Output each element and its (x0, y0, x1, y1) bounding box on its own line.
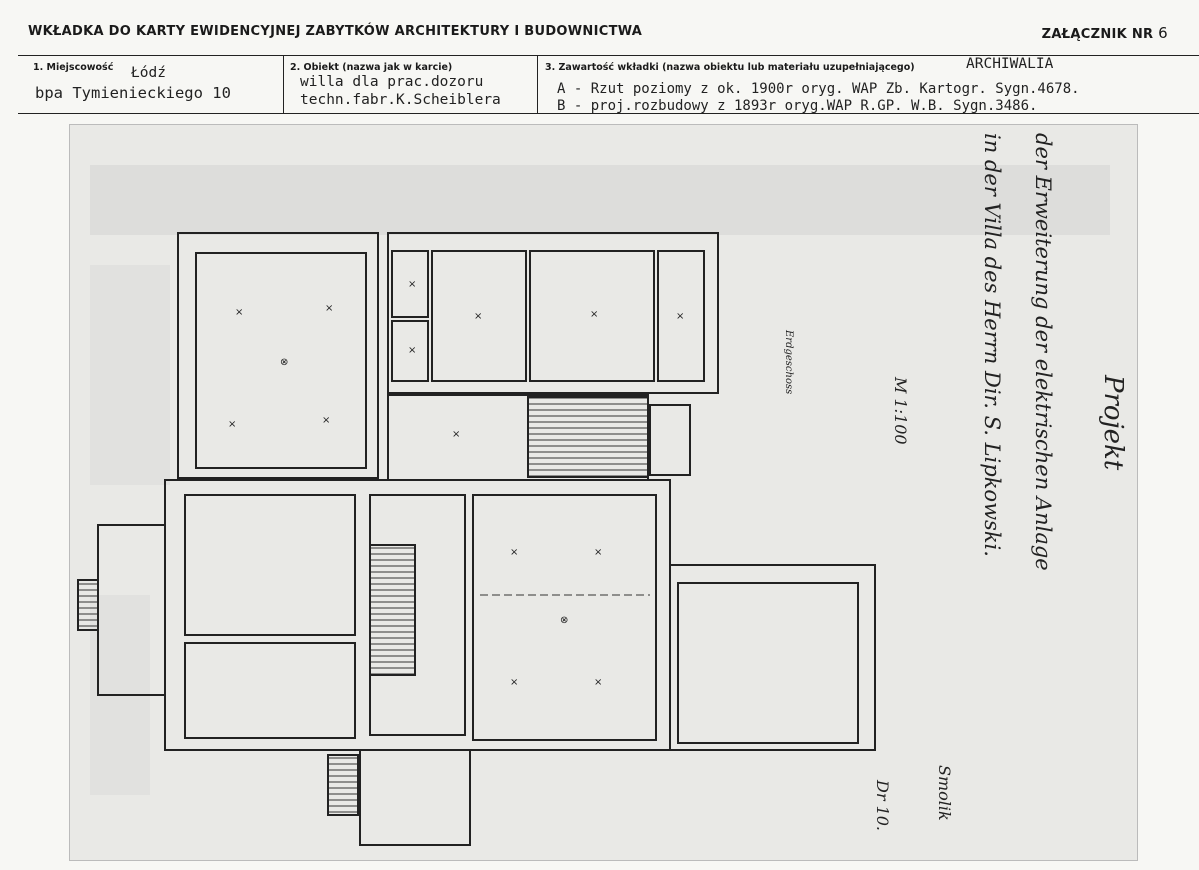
object-label: 2. Obiekt (nazwa jak w karcie) (290, 62, 453, 73)
drawing-title-line3: in der Villa des Herrn Dir. S. Lipkowski. (980, 133, 1004, 557)
locality-label: 1. Miejscowość (33, 62, 114, 73)
svg-text:×: × (452, 429, 461, 440)
contents-item-a: A - Rzut poziomy z ok. 1900r oryg. WAP Zb. Kartogr. Sygn.4678. (557, 81, 1080, 97)
document-title: WKŁADKA DO KARTY EWIDENCYJNEJ ZABYTKÓW ARCHITEKTURY I BUDOWNICTWA (28, 24, 643, 39)
svg-text:×: × (676, 311, 685, 322)
floor-label: Erdgeschoss (783, 330, 794, 395)
locality-city: Łódź (131, 65, 166, 81)
signature-date: Dr 10. (873, 780, 892, 832)
attachment-number (1042, 24, 1168, 42)
svg-text:×: × (474, 311, 483, 322)
svg-text:×: × (590, 309, 599, 320)
attachment-label: ZAŁĄCZNIK NR (1041, 27, 1154, 42)
field-divider-1 (283, 55, 284, 113)
floor-plan-photocopy (69, 124, 1138, 861)
svg-text:×: × (322, 415, 331, 426)
signature-name: Smolik (935, 765, 954, 821)
svg-text:×: × (235, 307, 244, 318)
svg-text:×: × (408, 345, 417, 356)
svg-text:⊗: ⊗ (560, 615, 569, 626)
drawing-title-line1: Projekt (1098, 375, 1128, 471)
fixture-marks (228, 279, 684, 688)
object-name-line2: techn.fabr.K.Scheiblera (300, 92, 501, 108)
svg-text:⊗: ⊗ (280, 357, 289, 368)
floor-plan-drawing (70, 125, 1137, 860)
contents-label: 3. Zawartość wkładki (nazwa obiektu lub materiału uzupełniającego) (545, 62, 915, 73)
locality-address: bpa Tymienieckiego 10 (35, 84, 231, 102)
svg-text:×: × (594, 547, 603, 558)
drawing-title-line2: der Erweiterung der elektrischen Anlage (1031, 133, 1055, 571)
attachment-value: 6 (1158, 24, 1168, 42)
svg-text:×: × (594, 677, 603, 688)
object-name-line1: willa dla prac.dozoru (300, 74, 484, 90)
contents-item-b: B - proj.rozbudowy z 1893r oryg.WAP R.GP. W.B. Sygn.3486. (557, 98, 1038, 114)
svg-text:×: × (325, 303, 334, 314)
svg-text:×: × (408, 279, 417, 290)
contents-category: ARCHIWALIA (966, 56, 1054, 72)
svg-text:×: × (228, 419, 237, 430)
drawing-scale: M 1:100 (891, 377, 910, 445)
svg-text:×: × (510, 677, 519, 688)
field-divider-2 (537, 55, 538, 113)
svg-text:×: × (510, 547, 519, 558)
walls (78, 233, 875, 845)
